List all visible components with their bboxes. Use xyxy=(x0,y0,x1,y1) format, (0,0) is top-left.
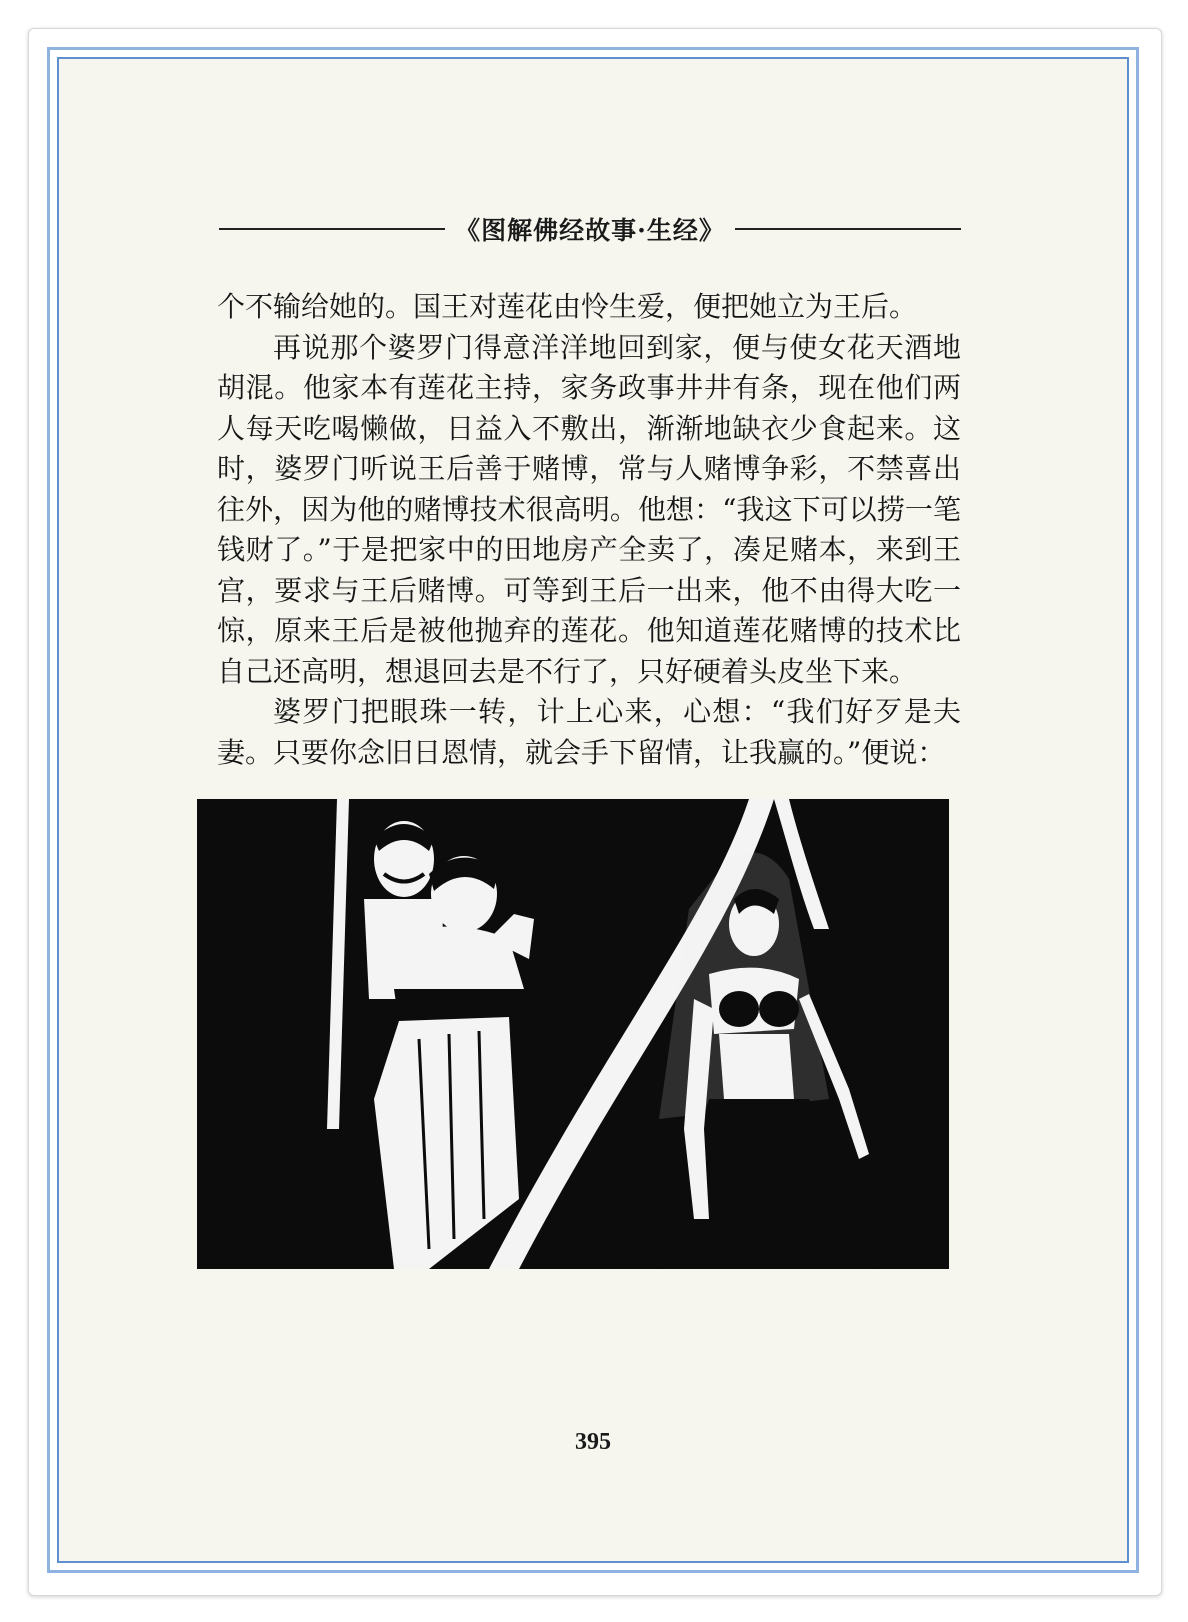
paragraph-3: 婆罗门把眼珠一转，计上心来，心想：“我们好歹是夫妻。只要你念旧日恩情，就会手下留情，让我赢的。”便说： xyxy=(217,695,961,769)
running-header xyxy=(219,209,961,249)
header-title: 《图解佛经故事·生经》 xyxy=(455,216,725,245)
page-sheet xyxy=(28,28,1162,1596)
woodcut-illustration xyxy=(189,799,949,1279)
body-text xyxy=(217,287,961,773)
header-rule-right xyxy=(735,228,961,230)
page-frame-inner xyxy=(57,57,1129,1563)
header-rule-left xyxy=(219,228,445,230)
page-frame-outer xyxy=(47,47,1139,1573)
paragraph-1: 个不输给她的。国王对莲花由怜生爱，便把她立为王后。 xyxy=(217,290,918,323)
paragraph-2: 再说那个婆罗门得意洋洋地回到家，便与使女花天酒地胡混。他家本有莲花主持，家务政事井井有条，现在他们两人每天吃喝懒做，日益入不敷出，渐渐地缺衣少食起来。这时，婆罗门听说王后善于赌博，常与人赌博争彩，不禁喜出往外，因为他的赌博技术很高明。他想：“我这下可以捞一笔钱财了。”于是把家中的田地房产全卖了，凑足赌本，来到王宫，要求与王后赌博。可等到王后一出来，他不由得大吃一惊，原来王后是被他抛弃的莲花。他知道莲花赌博的技术比自己还高明，想退回去是不行了，只好硬着头皮坐下来。 xyxy=(217,330,961,688)
page-number: 395 xyxy=(575,1429,611,1455)
